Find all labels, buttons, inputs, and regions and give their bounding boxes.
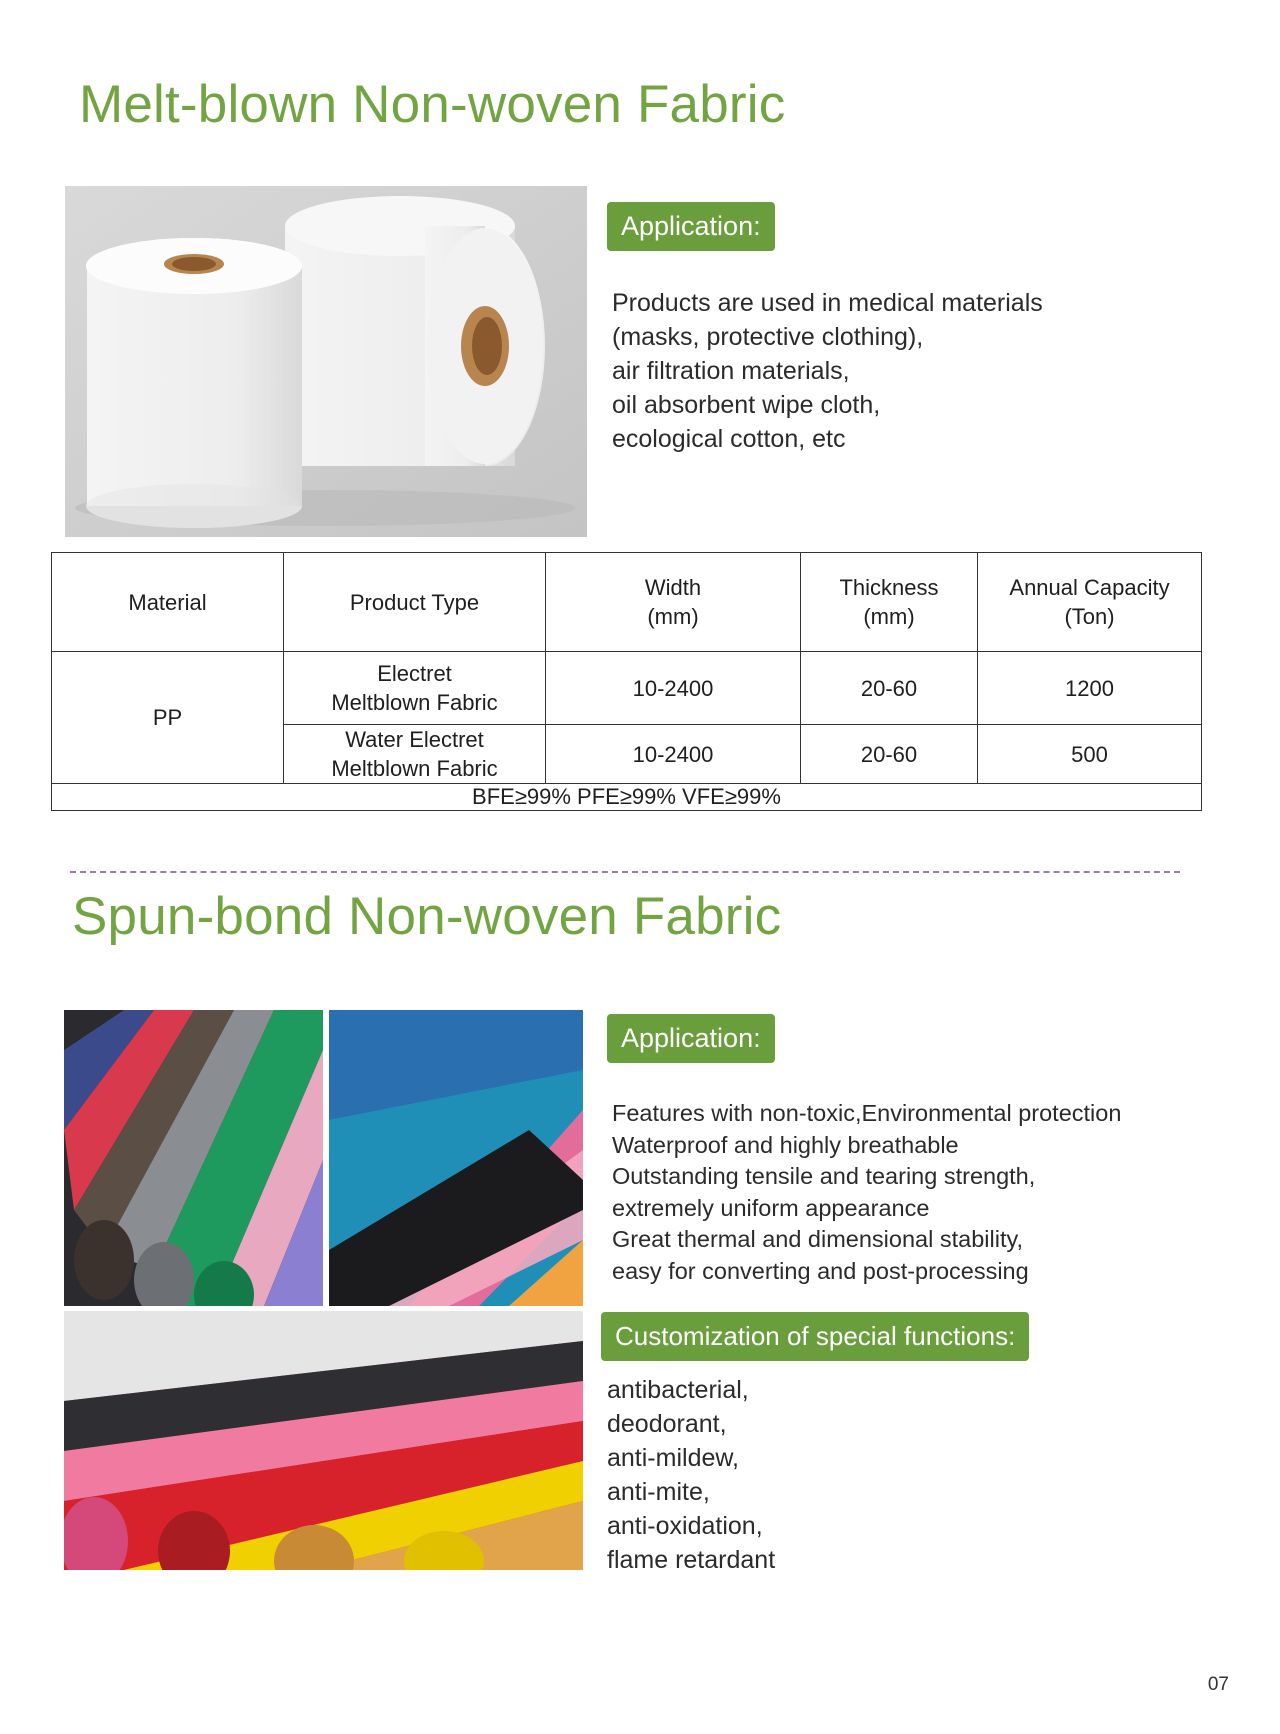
thickness-cell: 20-60 <box>801 725 978 784</box>
spunbond-photo-top-left <box>64 1010 323 1306</box>
filtration-efficiency-note: BFE≥99% PFE≥99% VFE≥99% <box>52 784 1202 811</box>
table-footer-row <box>52 784 1202 811</box>
spunbond-photo-top-right <box>329 1010 583 1306</box>
spunbond-application-text <box>612 1098 1121 1287</box>
material-cell: PP <box>52 652 284 784</box>
application-line: Features with non-toxic,Environmental protection <box>612 1100 1122 1126</box>
meltblown-title: Melt-blown Non-woven Fabric <box>79 75 786 134</box>
header-width: Width (mm) <box>546 553 801 652</box>
colored-fabric-rolls-image <box>329 1010 583 1306</box>
meltblown-application-text <box>612 286 1043 456</box>
application-line: Products are used in medical materials <box>612 289 1043 317</box>
header-annual-capacity: Annual Capacity (Ton) <box>978 553 1202 652</box>
width-cell: 10-2400 <box>546 652 801 725</box>
customization-item: anti-mite, <box>607 1478 710 1506</box>
spunbond-photo-bottom <box>64 1311 583 1570</box>
meltblown-application-badge: Application: <box>607 202 775 251</box>
customization-item: flame retardant <box>607 1546 776 1574</box>
header-product-type: Product Type <box>284 553 546 652</box>
capacity-cell: 500 <box>978 725 1202 784</box>
customization-badge: Customization of special functions: <box>601 1312 1029 1361</box>
meltblown-rolls-photo <box>65 186 587 537</box>
application-line: oil absorbent wipe cloth, <box>612 391 881 419</box>
colored-fabric-rolls-image <box>64 1010 323 1306</box>
application-line: Great thermal and dimensional stability, <box>612 1226 1024 1252</box>
customization-item: deodorant, <box>607 1410 727 1438</box>
application-line: Waterproof and highly breathable <box>612 1131 959 1158</box>
customization-item: antibacterial, <box>607 1376 749 1404</box>
customization-item: anti-oxidation, <box>607 1512 763 1540</box>
product-type-cell: Electret Meltblown Fabric <box>284 652 546 725</box>
header-thickness: Thickness (mm) <box>801 553 978 652</box>
section-divider <box>70 871 1180 873</box>
application-line: air filtration materials, <box>612 357 850 385</box>
thickness-cell: 20-60 <box>801 652 978 725</box>
application-line: ecological cotton, etc <box>612 425 846 453</box>
application-line: extremely uniform appearance <box>612 1194 930 1221</box>
spunbond-application-badge: Application: <box>607 1014 775 1063</box>
customization-list <box>607 1373 775 1577</box>
table-header-row <box>52 553 1202 652</box>
application-line: Outstanding tensile and tearing strength, <box>612 1163 1036 1189</box>
application-line: (masks, protective clothing), <box>612 323 924 351</box>
application-line: easy for converting and post-processing <box>612 1257 1029 1284</box>
page-number: 07 <box>1207 1674 1229 1695</box>
spunbond-title: Spun-bond Non-woven Fabric <box>72 887 782 946</box>
product-type-cell: Water Electret Meltblown Fabric <box>284 725 546 784</box>
meltblown-spec-table <box>51 552 1202 811</box>
colored-fabric-rolls-image <box>64 1311 583 1570</box>
white-fabric-rolls-image <box>65 186 587 537</box>
table-row <box>52 652 1202 725</box>
header-material: Material <box>52 553 284 652</box>
customization-item: anti-mildew, <box>607 1444 739 1472</box>
width-cell: 10-2400 <box>546 725 801 784</box>
capacity-cell: 1200 <box>978 652 1202 725</box>
